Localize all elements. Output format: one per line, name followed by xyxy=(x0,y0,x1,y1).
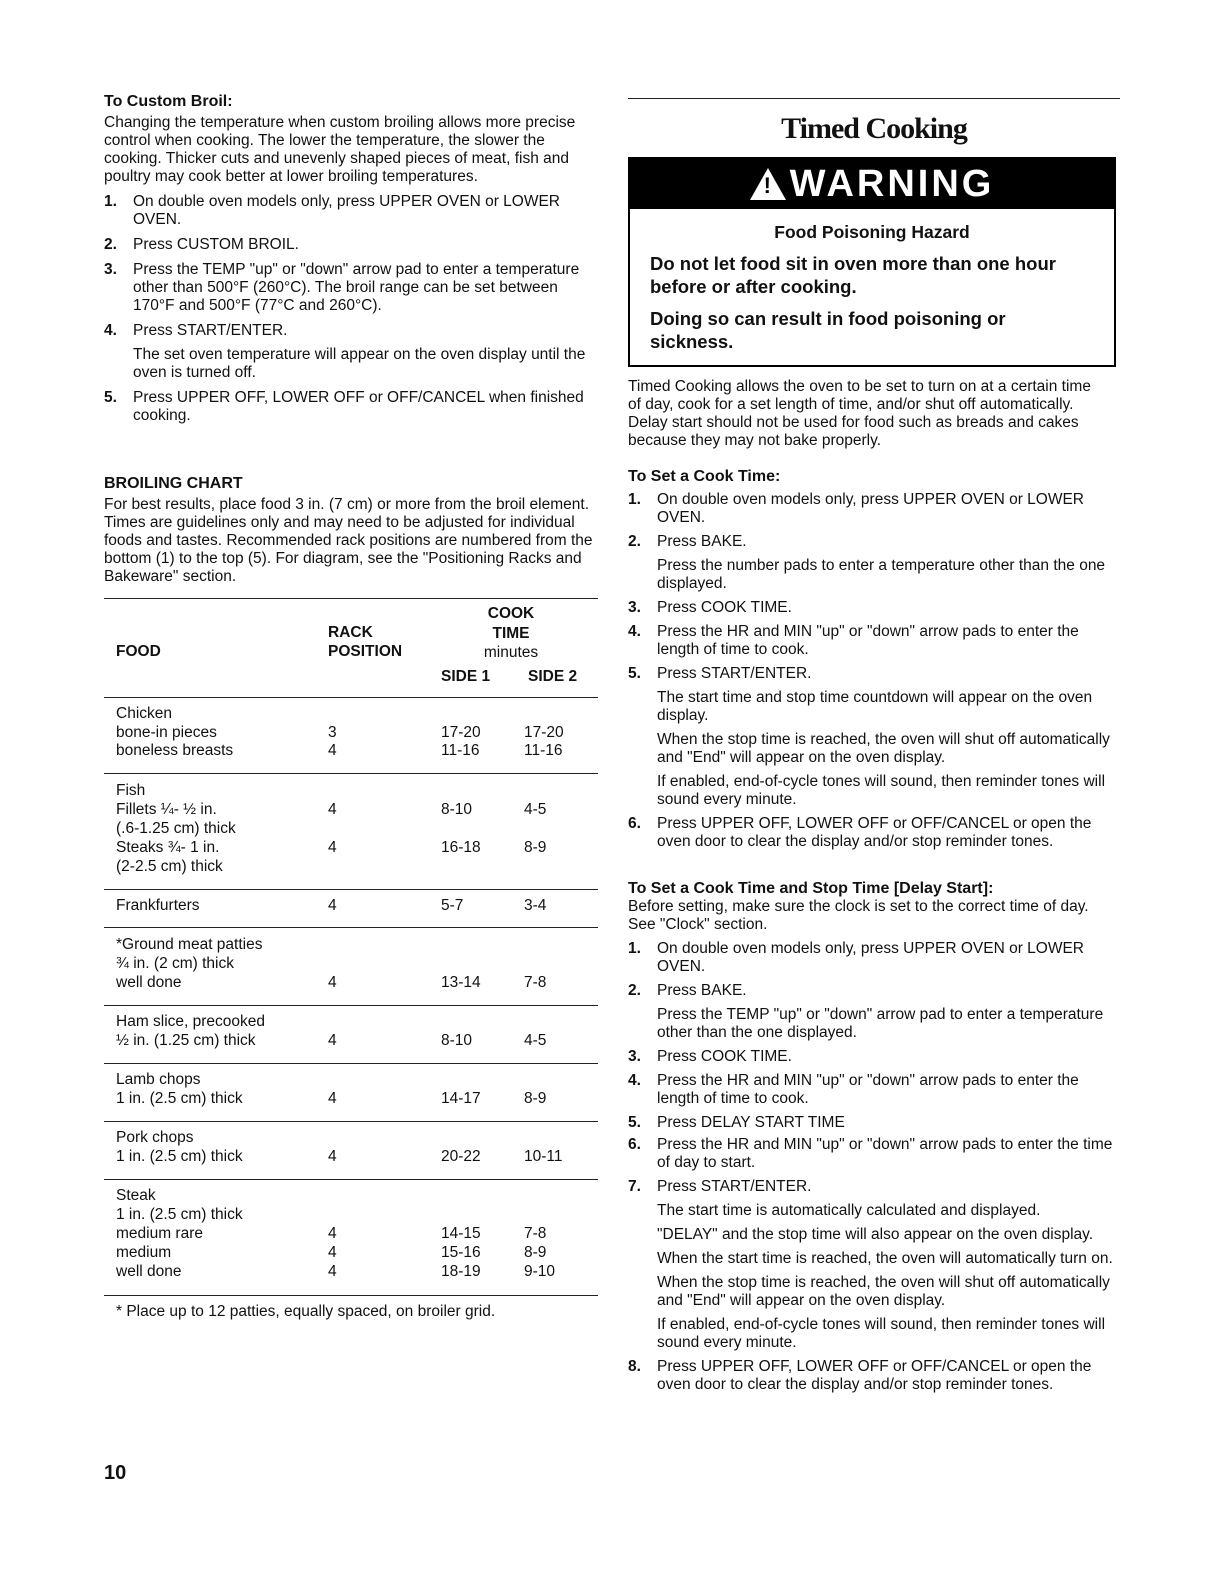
food-name: Fish xyxy=(116,782,146,799)
list-item: 2. Press BAKE. Press the number pads to enter a temperature other than the one displayed. xyxy=(628,533,1106,592)
rack-value: 4 xyxy=(328,974,337,991)
header-food: FOOD xyxy=(116,643,161,660)
delay-start-steps xyxy=(628,940,1118,1394)
side1-value: 16-18 xyxy=(441,839,481,856)
warning-line: before or after cooking. xyxy=(650,276,857,297)
food-name: (.6-1.25 cm) thick xyxy=(116,820,236,837)
list-item: 6. Press UPPER OFF, LOWER OFF or OFF/CANCEL or open the oven door to clear the display and/or stop reminder tones. xyxy=(628,815,1092,850)
warning-box xyxy=(628,157,1116,367)
row-rule xyxy=(104,773,598,774)
timed-cooking-intro: Timed Cooking allows the oven to be set to turn on at a certain time of day, cook for a set length of time, and/or shut off automatically. Delay start should not be used for food such as breads and cakes because they may not bake properly. xyxy=(628,378,1091,449)
rack-value: 4 xyxy=(328,1225,337,1242)
warning-triangle-icon: ! xyxy=(750,168,786,200)
custom-broil-steps xyxy=(104,193,598,425)
header-position: POSITION xyxy=(328,643,403,660)
food-name: bone-in pieces xyxy=(116,724,217,741)
list-item: 8. Press UPPER OFF, LOWER OFF or OFF/CANCEL or open the oven door to clear the display and/or stop reminder tones. xyxy=(628,1358,1092,1393)
rack-value: 4 xyxy=(328,1263,337,1280)
side2-value: 8-9 xyxy=(524,1244,547,1261)
side2-value: 8-9 xyxy=(524,839,547,856)
row-rule xyxy=(104,1063,598,1064)
list-item: 5. Press DELAY START TIME xyxy=(628,1114,845,1131)
food-name: 1 in. (2.5 cm) thick xyxy=(116,1206,243,1223)
food-name: well done xyxy=(116,1263,182,1280)
food-name: ¾ in. (2 cm) thick xyxy=(116,955,234,972)
side1-value: 14-17 xyxy=(441,1090,481,1107)
rack-value: 3 xyxy=(328,724,337,741)
delay-start-intro: Before setting, make sure the clock is set to the correct time of day. See "Clock" section. xyxy=(628,898,1089,933)
header-rack: RACK xyxy=(328,624,373,641)
side1-value: 8-10 xyxy=(441,1032,473,1049)
list-item: 6. Press the HR and MIN "up" or "down" arrow pads to enter the time of day to start. xyxy=(628,1136,1113,1171)
cook-time-heading: To Set a Cook Time: xyxy=(628,468,781,485)
warning-line: sickness. xyxy=(650,331,734,352)
list-item: 4. Press START/ENTER. The set oven temperature will appear on the oven display until the oven is turned off. xyxy=(104,322,586,381)
food-name: medium rare xyxy=(116,1225,203,1242)
side2-value: 7-8 xyxy=(524,1225,547,1242)
food-name: ½ in. (1.25 cm) thick xyxy=(116,1032,256,1049)
side2-value: 7-8 xyxy=(524,974,547,991)
row-rule xyxy=(104,1295,598,1296)
side1-value: 14-15 xyxy=(441,1225,481,1242)
list-item: 4. Press the HR and MIN "up" or "down" arrow pads to enter the length of time to cook. xyxy=(628,623,1079,658)
food-name: (2-2.5 cm) thick xyxy=(116,858,223,875)
rack-value: 4 xyxy=(328,1090,337,1107)
page-number: 10 xyxy=(104,1462,127,1484)
rack-value: 4 xyxy=(328,801,337,818)
food-name: *Ground meat patties xyxy=(116,936,263,953)
side1-value: 5-7 xyxy=(441,897,464,914)
rack-value: 4 xyxy=(328,839,337,856)
side1-value: 18-19 xyxy=(441,1263,481,1280)
list-item: 3. Press COOK TIME. xyxy=(628,599,792,616)
list-item: 2. Press BAKE. Press the TEMP "up" or "down" arrow pad to enter a temperature other than the one displayed. xyxy=(628,982,1104,1041)
warning-header xyxy=(630,159,1114,209)
food-name: Fillets ¼- ½ in. xyxy=(116,801,217,818)
list-item: 5. Press START/ENTER. The start time and stop time countdown will appear on the oven display. When the stop time is reached, the oven will shut off automatically and "End" will appear on the oven display. If enabled, end-of-cycle tones will sound, then reminder tones will sound every minute. xyxy=(628,665,1110,808)
custom-broil-section xyxy=(104,93,598,425)
header-side2: SIDE 2 xyxy=(528,668,578,685)
side2-value: 8-9 xyxy=(524,1090,547,1107)
table-top-rule xyxy=(104,598,598,599)
food-name: boneless breasts xyxy=(116,742,234,759)
cook-time-section xyxy=(628,468,1118,851)
side2-value: 10-11 xyxy=(524,1148,563,1165)
side1-value: 15-16 xyxy=(441,1244,481,1261)
food-name: Lamb chops xyxy=(116,1071,201,1088)
food-name: Steaks ¾- 1 in. xyxy=(116,839,220,856)
table-footnote: * Place up to 12 patties, equally spaced, on broiler grid. xyxy=(116,1303,496,1320)
side1-value: 13-14 xyxy=(441,974,481,991)
list-item: 7. Press START/ENTER. The start time is automatically calculated and displayed. "DELAY" and the stop time will also appear on the oven display. When the start time is reached, the oven will automatically turn on. When the stop time is reached, the oven will shut off automatically and "End" will appear on the oven display. If enabled, end-of-cycle tones will sound, then reminder tones will sound every minute. xyxy=(628,1178,1113,1351)
row-rule xyxy=(104,889,598,890)
food-name: well done xyxy=(116,974,182,991)
custom-broil-heading: To Custom Broil: xyxy=(104,93,233,110)
delay-start-section xyxy=(628,880,1118,1394)
page-title: Timed Cooking xyxy=(781,112,967,145)
food-name: Frankfurters xyxy=(116,897,200,914)
header-cook: COOK xyxy=(487,605,535,622)
food-name: 1 in. (2.5 cm) thick xyxy=(116,1090,243,1107)
side2-value: 4-5 xyxy=(524,801,547,818)
side2-value: 17-20 xyxy=(524,724,564,741)
header-side1: SIDE 1 xyxy=(441,668,491,685)
side2-value: 9-10 xyxy=(524,1263,556,1280)
food-name: medium xyxy=(116,1244,172,1261)
food-name: Chicken xyxy=(116,705,172,722)
side2-value: 3-4 xyxy=(524,897,547,914)
list-item: 5. Press UPPER OFF, LOWER OFF or OFF/CANCEL when finished cooking. xyxy=(104,389,584,424)
rack-value: 4 xyxy=(328,1244,337,1261)
header-minutes: minutes xyxy=(483,644,539,661)
custom-broil-intro: Changing the temperature when custom broiling allows more precise control when cooking. The lower the temperature, the slower the cooking. Thicker cuts and unevenly shaped pieces of meat, fish and poultry may cook better at lower broiling temperatures. xyxy=(104,114,576,185)
list-item: 1. On double oven models only, press UPPER OVEN or LOWER OVEN. xyxy=(104,193,560,228)
rack-value: 4 xyxy=(328,1148,337,1165)
warning-hazard: Food Poisoning Hazard xyxy=(774,222,970,242)
row-rule xyxy=(104,1121,598,1122)
delay-start-heading: To Set a Cook Time and Stop Time [Delay Start]: xyxy=(628,880,994,897)
cook-time-steps xyxy=(628,491,1118,851)
rack-value: 4 xyxy=(328,742,337,759)
food-name: Pork chops xyxy=(116,1129,194,1146)
side2-value: 11-16 xyxy=(524,742,563,759)
side1-value: 8-10 xyxy=(441,801,473,818)
side2-value: 4-5 xyxy=(524,1032,547,1049)
side1-value: 11-16 xyxy=(441,742,480,759)
broiling-chart-heading: BROILING CHART xyxy=(104,475,243,492)
row-rule xyxy=(104,927,598,928)
timed-cooking-intro-block xyxy=(628,378,1108,450)
warning-line: Doing so can result in food poisoning or xyxy=(650,308,1006,329)
list-item: 3. Press the TEMP "up" or "down" arrow pad to enter a temperature other than 500°F (260°C). The broil range can be set between 170°F and 500°F (77°C and 260°C). xyxy=(104,261,580,314)
row-rule xyxy=(104,1005,598,1006)
list-item: 1. On double oven models only, press UPPER OVEN or LOWER OVEN. xyxy=(628,491,1084,526)
title-rule xyxy=(628,98,1120,99)
rack-value: 4 xyxy=(328,1032,337,1049)
food-name: 1 in. (2.5 cm) thick xyxy=(116,1148,243,1165)
broiling-chart-section xyxy=(104,475,598,586)
header-rule xyxy=(104,697,598,698)
warning-line: Do not let food sit in oven more than one hour xyxy=(650,253,1056,274)
row-rule xyxy=(104,1179,598,1180)
list-item: 3. Press COOK TIME. xyxy=(628,1048,792,1065)
food-name: Steak xyxy=(116,1187,156,1204)
food-name: Ham slice, precooked xyxy=(116,1013,266,1030)
warning-label: WARNING xyxy=(789,163,995,205)
list-item: 2. Press CUSTOM BROIL. xyxy=(104,236,299,253)
rack-value: 4 xyxy=(328,897,337,914)
list-item: 1. On double oven models only, press UPPER OVEN or LOWER OVEN. xyxy=(628,940,1084,975)
list-item: 4. Press the HR and MIN "up" or "down" arrow pads to enter the length of time to cook. xyxy=(628,1072,1079,1107)
side1-value: 17-20 xyxy=(441,724,481,741)
header-time: TIME xyxy=(492,625,530,642)
broiling-chart-intro: For best results, place food 3 in. (7 cm) or more from the broil element. Times are guidelines only and may need to be adjusted for individual foods and tastes. Recommended rack positions are numbered from the bottom (1) to the top (5). For diagram, see the "Positioning Racks and Bakeware" section. xyxy=(104,496,593,585)
side1-value: 20-22 xyxy=(441,1148,481,1165)
